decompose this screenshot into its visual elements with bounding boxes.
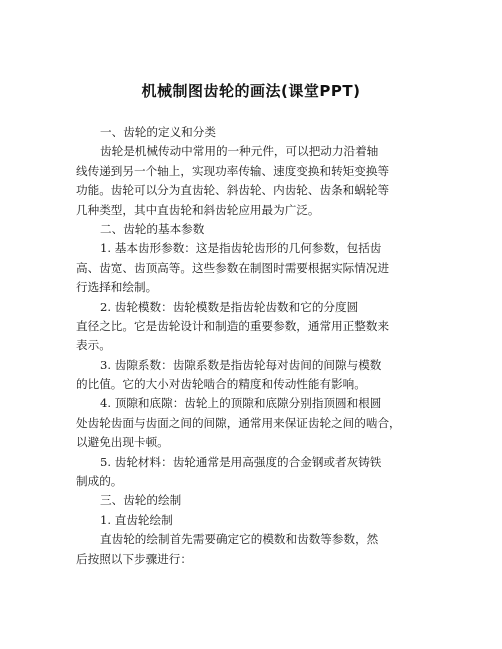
text-line: 行选择和绘制。	[76, 280, 158, 295]
text-line: 线传递到另一个轴上，实现功率传输、速度变换和转矩变换等	[76, 163, 390, 178]
text-line: 制成的。	[76, 474, 123, 489]
text-line: 5. 齿轮材料：齿轮通常是用高强度的合金钢或者灰铸铁	[100, 454, 382, 469]
text-line: 4. 顶隙和底隙：齿轮上的顶隙和底隙分别指顶圆和根圆	[100, 396, 382, 411]
text-line: 处齿轮齿面与齿面之间的间隙，通常用来保证齿轮之间的啮合，	[76, 415, 401, 430]
text-line: 齿轮是机械传动中常用的一种元件，可以把动力沿着轴	[100, 144, 379, 159]
text-line: 功能。齿轮可以分为直齿轮、斜齿轮、内齿轮、齿条和蜗轮等	[76, 183, 390, 198]
text-line: 高、齿宽、齿顶高等。这些参数在制图时需要根据实际情况进	[76, 260, 390, 275]
text-line: 的比值。它的大小对齿轮啮合的精度和传动性能有影响。	[76, 377, 366, 392]
text-line: 直齿轮的绘制首先需要确定它的模数和齿数等参数，然	[100, 532, 379, 547]
text-line: 直径之比。它是齿轮设计和制造的重要参数，通常用正整数来	[76, 318, 390, 333]
text-line: 二、齿轮的基本参数	[100, 221, 205, 236]
document-body	[76, 123, 436, 569]
text-line: 2. 齿轮模数：齿轮模数是指齿轮齿数和它的分度圆	[100, 299, 359, 314]
document-title: 机械制图齿轮的画法(课堂PPT)	[141, 82, 361, 100]
text-line: 表示。	[76, 338, 111, 353]
text-line: 几种类型，其中直齿轮和斜齿轮应用最为广泛。	[76, 202, 320, 217]
text-line: 以避免出现卡顿。	[76, 435, 169, 450]
text-line: 1. 直齿轮绘制	[100, 512, 173, 527]
text-line: 1. 基本齿形参数：这是指齿轮齿形的几何参数，包括齿	[100, 241, 382, 256]
text-line: 三、齿轮的绘制	[100, 493, 182, 508]
text-line: 一、齿轮的定义和分类	[100, 125, 216, 139]
text-line: 3. 齿隙系数：齿隙系数是指齿轮每对齿间的间隙与模数	[100, 357, 382, 372]
text-line: 后按照以下步骤进行：	[76, 551, 192, 566]
